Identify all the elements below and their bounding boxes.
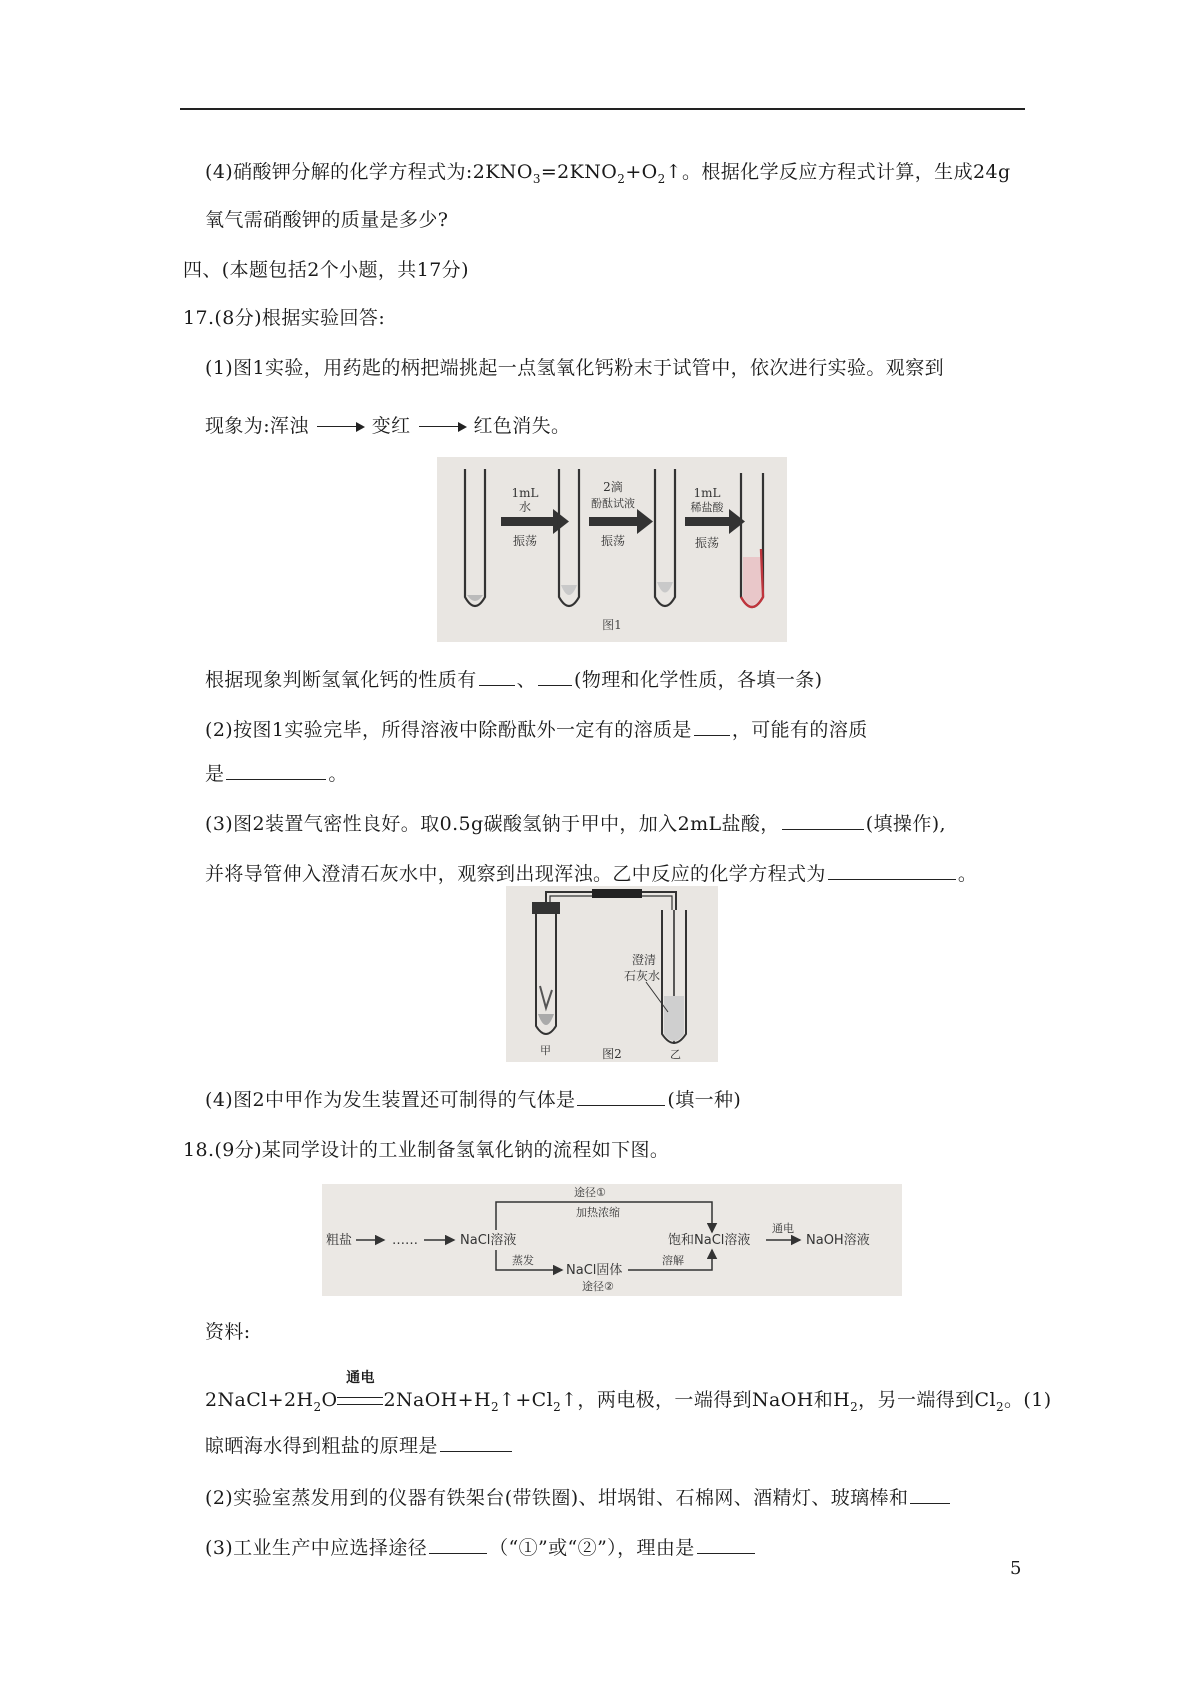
fig2-water-label-2: 石灰水 <box>624 969 661 983</box>
fig2-water-label-1: 澄清 <box>632 953 657 967</box>
flow-path1-label: 途径① <box>574 1186 606 1199</box>
q18-title: 18.(9分)某同学设计的工业制备氢氧化钠的流程如下图。 <box>183 1139 670 1161</box>
arrow-icon <box>417 422 467 432</box>
answer-blank[interactable] <box>429 1535 487 1554</box>
fig2-label-yi: 乙 <box>670 1048 681 1061</box>
q17-title: 17.(8分)根据实验回答: <box>183 307 386 329</box>
flow-node-naoh-solution: NaOH溶液 <box>806 1233 870 1248</box>
flow-node-nacl-solution: NaCl溶液 <box>460 1233 517 1248</box>
q17-1-line2: 现象为:浑浊 变红 红色消失。 <box>205 415 571 437</box>
q18-2: (2)实验室蒸发用到的仪器有铁架台(带铁圈)、坩埚钳、石棉网、酒精灯、玻璃棒和 <box>205 1484 952 1512</box>
fig1-step1-action: 振荡 <box>512 534 538 548</box>
answer-blank[interactable] <box>440 1433 512 1452</box>
arrow-icon <box>315 422 365 432</box>
flow-electrolysis-label: 通电 <box>772 1222 794 1235</box>
flow-node-nacl-solid: NaCl固体 <box>566 1263 623 1278</box>
q18-1-line2: 晾晒海水得到粗盐的原理是 <box>205 1432 514 1460</box>
answer-blank[interactable] <box>694 717 730 736</box>
q17-2-line2: 是 。 <box>205 763 348 785</box>
q18-ref-label: 资料: <box>205 1321 251 1343</box>
figure-2 <box>506 886 718 1062</box>
q16-4-line2: 氧气需硝酸钾的质量是多少? <box>205 209 449 231</box>
section-heading: 四、(本题包括2个小题，共17分) <box>183 259 469 281</box>
answer-blank[interactable] <box>577 1087 665 1106</box>
figure-1 <box>437 457 787 642</box>
answer-blank[interactable] <box>782 811 864 830</box>
q17-3-line2: 并将导管伸入澄清石灰水中，观察到出现浑浊。乙中反应的化学方程式为 。 <box>205 863 978 885</box>
q17-1-question: 根据现象判断氢氧化钙的性质有 、 (物理和化学性质，各填一条) <box>205 669 823 691</box>
fig1-step2-volume: 2滴 <box>603 480 623 494</box>
reaction-condition: 通电 <box>337 1386 383 1414</box>
fig1-step1-volume: 1mL <box>511 486 539 500</box>
flow-node-ellipsis: …… <box>392 1233 418 1248</box>
fig1-step2-action: 振荡 <box>600 534 626 548</box>
q17-1-line1: (1)图1实验，用药匙的柄把端挑起一点氢氧化钙粉末于试管中，依次进行实验。观察到 <box>205 357 945 379</box>
q17-3-line1: (3)图2装置气密性良好。取0.5g碳酸氢钠于甲中，加入2mL盐酸， (填操作), <box>205 813 946 835</box>
flow-path2-label: 途径② <box>582 1280 614 1293</box>
fig1-step1-reagent: 水 <box>518 500 532 514</box>
fig1-step3-volume: 1mL <box>693 486 721 500</box>
answer-blank[interactable] <box>479 667 515 686</box>
figure-2-caption: 图2 <box>602 1047 622 1061</box>
test-tube-icon <box>741 473 763 607</box>
test-tube-icon <box>465 469 485 606</box>
header-rule <box>180 108 1025 110</box>
page-number: 5 <box>1010 1558 1022 1579</box>
flow-node-saturated-nacl: 饱和NaCl溶液 <box>668 1233 751 1248</box>
flow-path2-dissolve: 溶解 <box>662 1254 684 1267</box>
answer-blank[interactable] <box>538 667 572 686</box>
fig2-label-jia: 甲 <box>540 1044 551 1057</box>
answer-blank[interactable] <box>828 861 956 880</box>
q17-4: (4)图2中甲作为发生装置还可制得的气体是 (填一种) <box>205 1089 742 1111</box>
q16-4-line1: (4)硝酸钾分解的化学方程式为$:2KNO_3=2KNO_2+O_2↑$。根据化学反应方程式计算，生成24g <box>205 161 1011 186</box>
flow-diagram <box>322 1184 902 1296</box>
flow-path1-operation: 加热浓缩 <box>576 1206 620 1219</box>
fig1-step3-action: 振荡 <box>694 536 720 550</box>
figure-1-caption: 图1 <box>602 618 622 632</box>
test-tube-icon <box>559 469 579 606</box>
flow-path2-evaporate: 蒸发 <box>512 1254 534 1267</box>
fig1-step2-reagent: 酚酞试液 <box>591 497 635 510</box>
flow-node-raw-salt: 粗盐 <box>326 1233 353 1248</box>
answer-blank[interactable] <box>226 761 326 780</box>
fig1-step3-reagent: 稀盐酸 <box>690 501 724 514</box>
answer-blank[interactable] <box>910 1485 950 1504</box>
answer-blank[interactable] <box>697 1535 755 1554</box>
q17-2-line1: (2)按图1实验完毕，所得溶液中除酚酞外一定有的溶质是 ，可能有的溶质 <box>205 719 868 741</box>
q18-equation-line: $2NaCl+2H_2O$ 通电 $2NaOH+H_2↑+Cl_2↑$，两电极，一端得到NaOH和$H_2$，另一端得到$Cl_2$。(1) <box>205 1370 1052 1414</box>
q18-3: (3)工业生产中应选择途径 （“①”或“②”），理由是 <box>205 1534 757 1562</box>
test-tube-icon <box>655 469 675 606</box>
